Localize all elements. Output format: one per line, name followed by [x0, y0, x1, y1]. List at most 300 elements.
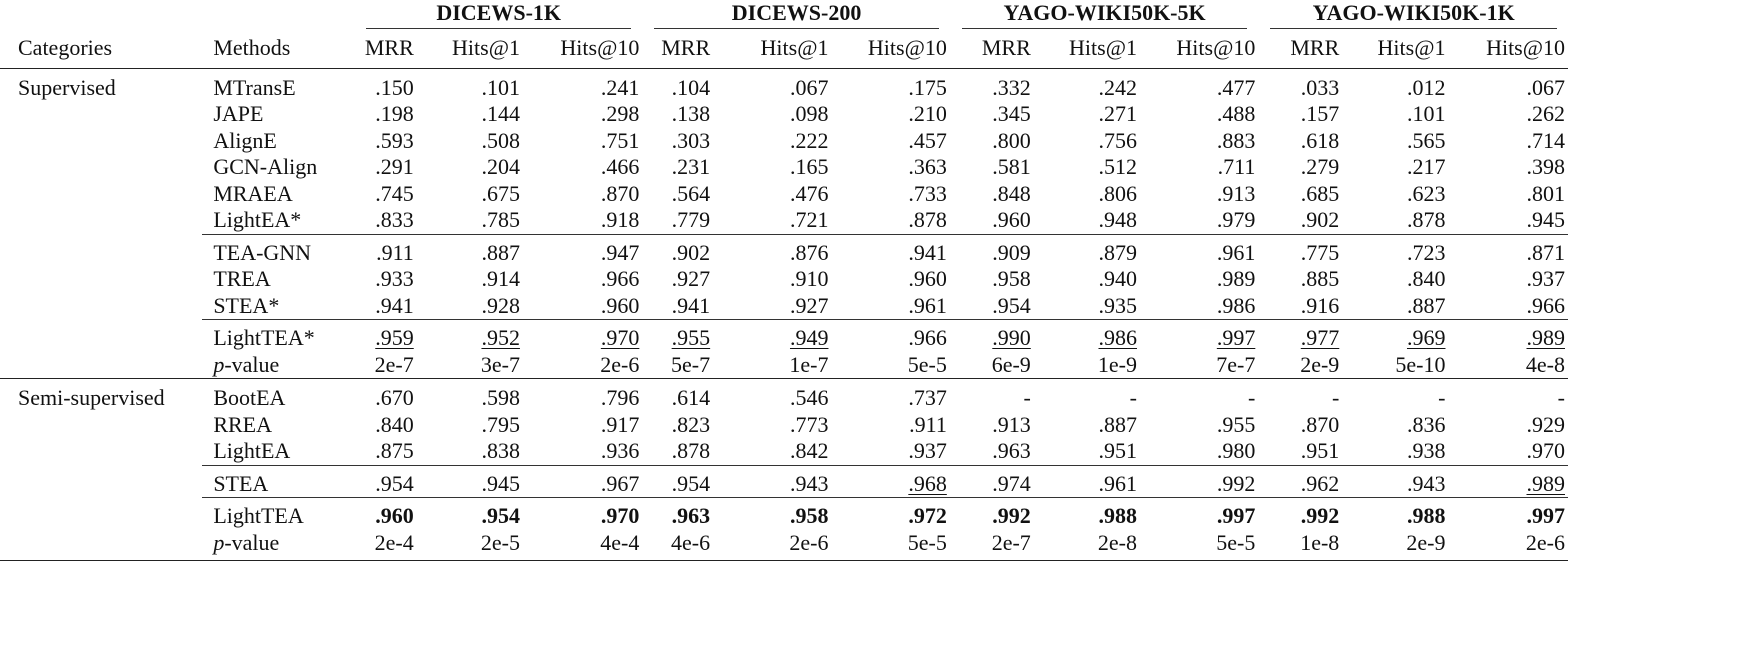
value-text: .988 [1098, 503, 1137, 528]
method-cell [202, 266, 354, 293]
value-text: 5e-10 [1395, 351, 1446, 377]
table-row [0, 207, 1568, 234]
value-text: .842 [789, 438, 829, 463]
value-text: 4e-4 [600, 529, 640, 555]
category-cell: Semi-supervised [0, 379, 202, 412]
value-cell [1342, 412, 1448, 439]
value-text: 2e-4 [374, 529, 414, 555]
value-text: .067 [789, 74, 829, 100]
method-name: TREA [213, 266, 271, 291]
value-cell [1342, 234, 1448, 266]
category-cell [0, 412, 202, 439]
value-text: .910 [789, 266, 829, 291]
value-cell [950, 154, 1034, 181]
value-text: .876 [789, 239, 829, 265]
value-text: .745 [375, 180, 414, 206]
value-text: - [1331, 385, 1340, 410]
value-cell [831, 266, 949, 293]
method-name: BootEA [213, 385, 286, 410]
value-text: .951 [1098, 438, 1137, 463]
value-cell [1258, 320, 1342, 352]
value-cell [831, 207, 949, 234]
value-cell [1140, 68, 1258, 101]
value-text: .990 [992, 325, 1031, 350]
value-text: .871 [1526, 239, 1565, 265]
dataset-header-row [0, 0, 1568, 29]
table-row [0, 266, 1568, 293]
method-name: RREA [213, 411, 272, 437]
value-text: .262 [1526, 101, 1565, 126]
value-text: .961 [1216, 239, 1256, 265]
value-cell [1140, 234, 1258, 266]
dataset-label: DICEWS-200 [654, 0, 938, 29]
category-cell [0, 207, 202, 234]
value-cell [713, 379, 831, 412]
value-text: .959 [375, 325, 414, 350]
table-row [0, 101, 1568, 128]
value-cell [950, 181, 1034, 208]
value-cell [642, 128, 713, 155]
value-cell [354, 498, 417, 530]
method-italic-prefix: p [213, 351, 225, 377]
method-name: STEA* [213, 292, 280, 318]
value-cell [1448, 68, 1568, 101]
value-text: .823 [671, 411, 711, 437]
value-text: - [1248, 385, 1256, 410]
value-cell [713, 68, 831, 101]
value-text: .800 [992, 127, 1031, 153]
value-text: .887 [1098, 411, 1137, 437]
value-cell [1448, 207, 1568, 234]
value-text: .941 [375, 292, 414, 318]
value-text: .878 [908, 207, 947, 232]
value-cell [713, 412, 831, 439]
value-cell [831, 101, 949, 128]
value-text: .101 [1406, 101, 1446, 126]
metric-header: Hits@10 [831, 29, 949, 68]
value-text: .012 [1406, 74, 1446, 100]
value-text: .974 [992, 470, 1031, 496]
value-text: 4e-8 [1525, 351, 1565, 377]
value-cell [642, 465, 713, 498]
value-cell [354, 412, 417, 439]
value-text: .952 [481, 325, 520, 350]
value-cell [417, 320, 523, 352]
value-cell [354, 320, 417, 352]
value-cell [417, 352, 523, 379]
value-cell [1258, 352, 1342, 379]
method-cell [202, 128, 354, 155]
value-cell [417, 154, 523, 181]
value-text: .737 [908, 385, 947, 410]
method-suffix: -value [224, 529, 280, 555]
value-cell [1034, 530, 1140, 561]
dataset-header [1258, 0, 1568, 29]
method-cell [202, 293, 354, 320]
value-text: .870 [600, 180, 640, 206]
value-text: .988 [1406, 503, 1446, 528]
metric-header-row [0, 29, 1568, 68]
value-cell [1342, 438, 1448, 465]
value-cell [713, 438, 831, 465]
value-cell [642, 352, 713, 379]
value-cell [1448, 293, 1568, 320]
category-cell [0, 101, 202, 128]
table-row [0, 352, 1568, 379]
value-cell [1342, 128, 1448, 155]
category-cell [0, 320, 202, 352]
value-cell [642, 379, 713, 412]
categories-header: Categories [0, 29, 202, 68]
value-text: .958 [789, 503, 829, 528]
value-text: .980 [1216, 438, 1256, 463]
method-name: LightTEA* [213, 325, 315, 350]
value-cell [1258, 154, 1342, 181]
category-cell [0, 293, 202, 320]
value-cell [1140, 320, 1258, 352]
value-cell [1448, 101, 1568, 128]
value-text: 1e-9 [1097, 351, 1137, 377]
value-text: .979 [1216, 207, 1256, 232]
value-cell [1448, 181, 1568, 208]
value-text: .033 [1300, 74, 1340, 100]
value-cell [831, 68, 949, 101]
value-cell [1448, 438, 1568, 465]
method-italic-prefix: p [213, 529, 225, 555]
value-cell [417, 379, 523, 412]
value-cell [1342, 530, 1448, 561]
value-text: .989 [1526, 470, 1565, 496]
value-text: 2e-9 [1300, 351, 1340, 377]
value-cell [523, 293, 642, 320]
value-cell [950, 68, 1034, 101]
value-cell [1258, 412, 1342, 439]
category-cell [0, 352, 202, 379]
value-cell [642, 181, 713, 208]
category-cell [0, 530, 202, 561]
value-cell [1140, 379, 1258, 412]
value-cell [1258, 530, 1342, 561]
value-text: .955 [1216, 411, 1256, 437]
value-cell [950, 412, 1034, 439]
value-text: .887 [1406, 292, 1446, 318]
value-text: .970 [600, 325, 640, 350]
value-cell [642, 154, 713, 181]
method-cell [202, 352, 354, 379]
value-cell [950, 266, 1034, 293]
method-cell [202, 154, 354, 181]
value-cell [1034, 293, 1140, 320]
value-cell [1258, 379, 1342, 412]
value-cell [950, 438, 1034, 465]
value-text: .940 [1098, 266, 1137, 291]
value-text: .954 [671, 470, 711, 496]
value-cell [1140, 154, 1258, 181]
value-text: .101 [481, 74, 520, 100]
value-cell [831, 293, 949, 320]
metric-header: Hits@1 [417, 29, 523, 68]
value-text: 5e-5 [907, 529, 947, 555]
value-text: .298 [600, 101, 640, 126]
value-text: .963 [671, 503, 711, 528]
value-cell [950, 293, 1034, 320]
value-cell [950, 352, 1034, 379]
table-row [0, 154, 1568, 181]
empty-header [0, 0, 202, 29]
value-text: .911 [376, 239, 414, 265]
value-text: .970 [1526, 438, 1565, 463]
value-text: .961 [1098, 470, 1137, 496]
value-cell [354, 530, 417, 561]
value-cell [417, 293, 523, 320]
value-text: .581 [992, 154, 1031, 179]
value-text: .947 [600, 239, 640, 265]
method-suffix: -value [224, 351, 280, 377]
value-text: .936 [600, 438, 640, 463]
value-text: .960 [908, 266, 947, 291]
value-cell [642, 68, 713, 101]
value-cell [1258, 465, 1342, 498]
value-cell [1034, 234, 1140, 266]
value-text: .104 [671, 74, 711, 100]
table-header [0, 0, 1568, 68]
metric-header: MRR [354, 29, 417, 68]
value-cell [354, 234, 417, 266]
value-cell [1034, 379, 1140, 412]
metric-header: MRR [642, 29, 713, 68]
value-text: .937 [908, 438, 947, 463]
value-text: .945 [1526, 207, 1565, 232]
category-cell [0, 465, 202, 498]
value-cell [1140, 412, 1258, 439]
table-row [0, 438, 1568, 465]
value-text: .961 [908, 292, 947, 318]
value-text: 7e-7 [1216, 351, 1256, 377]
value-cell [1034, 207, 1140, 234]
value-cell [354, 207, 417, 234]
category-cell [0, 438, 202, 465]
value-text: .954 [992, 292, 1031, 318]
method-cell [202, 101, 354, 128]
value-cell [950, 320, 1034, 352]
value-text: .955 [671, 325, 711, 350]
methods-header: Methods [202, 29, 354, 68]
value-cell [1034, 181, 1140, 208]
value-cell [713, 530, 831, 561]
value-cell [354, 181, 417, 208]
value-text: .997 [1216, 325, 1256, 350]
metric-header: Hits@1 [1342, 29, 1448, 68]
table-row [0, 234, 1568, 266]
value-cell [713, 101, 831, 128]
value-cell [1034, 352, 1140, 379]
value-text: .157 [1300, 101, 1340, 126]
category-cell: Supervised [18, 74, 116, 100]
value-text: .796 [600, 385, 640, 410]
value-cell [950, 379, 1034, 412]
value-text: .938 [1406, 438, 1446, 463]
value-text: .933 [375, 266, 414, 291]
value-text: .927 [671, 266, 711, 291]
value-cell [1342, 68, 1448, 101]
method-name: LightTEA [213, 503, 304, 528]
value-text: .909 [992, 239, 1031, 265]
value-text: .508 [481, 127, 520, 153]
value-cell [950, 234, 1034, 266]
value-cell [1448, 352, 1568, 379]
method-cell [202, 412, 354, 439]
dataset-label: DICEWS-1K [366, 0, 631, 29]
table-row [0, 293, 1568, 320]
value-cell [831, 498, 949, 530]
value-text: .879 [1098, 239, 1137, 265]
value-text: .977 [1300, 325, 1340, 350]
value-text: .773 [789, 411, 829, 437]
value-cell [523, 352, 642, 379]
value-text: .476 [789, 180, 829, 206]
value-cell [1342, 293, 1448, 320]
dataset-header [642, 0, 949, 29]
value-text: .970 [600, 503, 640, 528]
value-cell [642, 207, 713, 234]
value-cell [417, 128, 523, 155]
value-text: .210 [908, 101, 947, 126]
value-text: .963 [992, 438, 1031, 463]
value-cell [523, 320, 642, 352]
value-cell [642, 266, 713, 293]
value-text: .457 [908, 127, 947, 153]
value-cell [1258, 293, 1342, 320]
method-name: AlignE [213, 127, 277, 153]
value-text: 3e-7 [480, 351, 520, 377]
table-row [0, 181, 1568, 208]
value-text: .992 [992, 503, 1031, 528]
value-text: .989 [1526, 325, 1565, 350]
value-cell [1034, 320, 1140, 352]
value-cell [713, 266, 831, 293]
value-text: .618 [1300, 127, 1340, 153]
value-text: .962 [1300, 470, 1340, 496]
value-text: - [1129, 385, 1137, 410]
value-text: .966 [600, 266, 640, 291]
value-cell [831, 352, 949, 379]
value-text: .564 [671, 180, 711, 206]
value-text: .966 [908, 325, 947, 350]
value-text: .870 [1300, 411, 1340, 437]
value-cell [1342, 352, 1448, 379]
value-text: 2e-8 [1097, 529, 1137, 555]
value-text: .840 [1406, 266, 1446, 291]
value-cell [1342, 101, 1448, 128]
value-cell [523, 266, 642, 293]
value-text: .997 [1216, 503, 1256, 528]
metric-header: Hits@1 [713, 29, 831, 68]
value-text: .332 [992, 74, 1031, 100]
value-cell [1140, 266, 1258, 293]
value-cell [417, 465, 523, 498]
value-text: .941 [908, 239, 947, 265]
value-cell [354, 438, 417, 465]
value-cell [1258, 498, 1342, 530]
metric-header: MRR [1258, 29, 1342, 68]
value-cell [1034, 465, 1140, 498]
value-text: .685 [1300, 180, 1340, 206]
value-text: .887 [481, 239, 520, 265]
value-cell [831, 412, 949, 439]
method-name: GCN-Align [213, 154, 318, 179]
value-cell [523, 154, 642, 181]
value-text: .954 [375, 470, 414, 496]
value-text: .614 [671, 385, 711, 410]
value-cell [1342, 379, 1448, 412]
method-name: LightEA [213, 438, 291, 463]
method-cell [202, 234, 354, 266]
value-text: .968 [908, 470, 947, 496]
value-text: .175 [908, 74, 947, 100]
value-cell [1140, 181, 1258, 208]
value-text: .271 [1098, 101, 1137, 126]
value-text: .795 [481, 411, 520, 437]
value-cell [950, 498, 1034, 530]
value-cell [713, 498, 831, 530]
metric-header: Hits@10 [1140, 29, 1258, 68]
value-cell [1448, 465, 1568, 498]
value-text: .756 [1098, 127, 1137, 153]
value-text: .967 [600, 470, 640, 496]
value-text: .291 [375, 154, 414, 179]
value-cell [1034, 154, 1140, 181]
value-cell [417, 412, 523, 439]
value-cell [1448, 498, 1568, 530]
value-cell [831, 530, 949, 561]
value-cell [354, 352, 417, 379]
value-text: .150 [375, 74, 414, 100]
value-text: 6e-9 [991, 351, 1031, 377]
value-text: .838 [481, 438, 520, 463]
value-cell [523, 207, 642, 234]
value-cell [713, 207, 831, 234]
category-cell [0, 266, 202, 293]
value-text: .992 [1216, 470, 1256, 496]
method-cell [202, 530, 354, 561]
value-text: .914 [481, 266, 520, 291]
value-text: .303 [671, 127, 711, 153]
category-cell [0, 181, 202, 208]
value-text: .279 [1300, 154, 1340, 179]
value-cell [1342, 207, 1448, 234]
dataset-label: YAGO-WIKI50K-1K [1270, 0, 1557, 29]
table-row [0, 128, 1568, 155]
value-cell [713, 234, 831, 266]
value-cell [523, 379, 642, 412]
value-cell [642, 438, 713, 465]
value-cell [354, 154, 417, 181]
value-cell [713, 465, 831, 498]
value-cell [1342, 154, 1448, 181]
value-cell [1140, 530, 1258, 561]
table-row [0, 68, 1568, 101]
value-text: .593 [375, 127, 414, 153]
value-cell [831, 154, 949, 181]
table-body [0, 68, 1568, 561]
value-cell [354, 293, 417, 320]
value-text: .943 [1406, 470, 1446, 496]
value-cell [354, 101, 417, 128]
value-cell [1448, 320, 1568, 352]
value-cell [1258, 234, 1342, 266]
value-text: .466 [600, 154, 640, 179]
method-cell [202, 379, 354, 412]
